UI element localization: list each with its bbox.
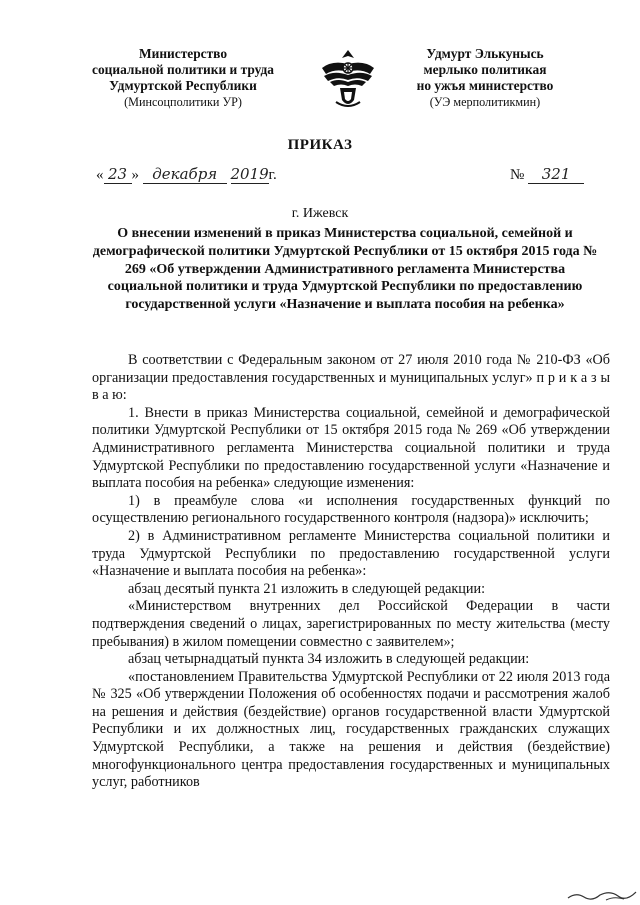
- ministry-name-udmurt: [380, 46, 590, 110]
- ministry-name-line-2: социальной политики и труда: [92, 62, 274, 77]
- paragraph-clause-21-intro: абзац десятый пункта 21 изложить в следующей редакции:: [128, 580, 486, 597]
- coat-of-arms-udmurtia-icon: [318, 48, 378, 110]
- paragraph-subitem-1: 1) в преамбуле слова «и исполнения государственных функций по осуществлению регионального государственного контроля (надзора)» исключить;: [92, 492, 610, 527]
- ministry-name-line-1: Министерство: [138, 46, 228, 61]
- date-day: 23: [104, 165, 132, 184]
- date-year: 2019: [230, 165, 269, 183]
- date-open-quote: «: [96, 167, 104, 183]
- ministry-name-line-3: Удмуртской Республики: [109, 78, 257, 93]
- ministry-name-udmurt-line-1: Удмурт Элькунысь: [426, 46, 544, 61]
- order-date: [96, 165, 277, 184]
- ministry-abbrev: (Минсоцполитики УР): [124, 95, 242, 109]
- paragraph-clause-21-text: «Министерством внутренних дел Российской Федерации в части подтверждения сведений о лицах, зарегистрированных по месту жительства (месту пребывания) в жилом помещении совместно с заявителем»;: [92, 598, 610, 650]
- order-number-label: №: [510, 167, 525, 183]
- paragraph-clause-34-intro: абзац четырнадцатый пункта 34 изложить в следующей редакции:: [128, 651, 530, 668]
- ministry-name-russian: [78, 46, 288, 110]
- document-type: ПРИКАЗ: [287, 137, 353, 153]
- ministry-name-udmurt-line-2: мерлыко политикая: [423, 62, 547, 77]
- handwritten-mark-icon: [566, 886, 640, 902]
- document-title: О внесении изменений в приказ Министерства социальной, семейной и демографической политики Удмуртской Республики от 15 октября 2015 года № 269 «Об утверждении Административного регламента Министерства социальной политики и труда Удмуртской Республики по предоставлению государственной услуги «Назначение и выплата пособия на ребенка»: [92, 226, 598, 313]
- document-body: [92, 352, 610, 792]
- date-suffix: г.: [268, 167, 277, 183]
- ministry-name-udmurt-line-3: но ужъя министерство: [416, 78, 554, 93]
- date-month: декабря: [143, 165, 227, 184]
- ministry-abbrev-udmurt: (УЭ мерполитикмин): [429, 95, 541, 109]
- paragraph-item-1: 1. Внести в приказ Министерства социальной, семейной и демографической политики Удмуртской Республики от 15 октября 2015 года № 269 «Об утверждении Административного регламента Министерства социальной политики и труда Удмуртской Республики по предоставлению государственной услуги «Назначение и выплата пособия на ребенка» следующие изменения:: [92, 404, 610, 492]
- order-number-value: 321: [528, 165, 584, 184]
- city: г. Ижевск: [291, 206, 349, 221]
- paragraph-clause-34-text: «постановлением Правительства Удмуртской Республики от 22 июля 2013 года № 325 «Об утверждении Положения об особенностях подачи и рассмотрения жалоб на решения и действия (бездействие) органов государственной власти Удмуртской Республики и их должностных лиц, государственных гражданских служащих Удмуртской Республики, а также на решения и действия (бездействие) многофункционального центра предоставления государственных и муниципальных услуг, работников: [92, 668, 610, 791]
- date-close-quote: »: [131, 167, 139, 183]
- paragraph-preamble: В соответствии с Федеральным законом от 27 июля 2010 года № 210-ФЗ «Об организации предоставления государственных и муниципальных услуг» п р и к а з ы в а ю:: [92, 352, 610, 404]
- order-number: [510, 165, 584, 184]
- paragraph-subitem-2: 2) в Административном регламенте Министерства социальной политики и труда Удмуртской Республики по предоставлению государственной услуги «Назначение и выплата пособия на ребенка»:: [92, 527, 610, 580]
